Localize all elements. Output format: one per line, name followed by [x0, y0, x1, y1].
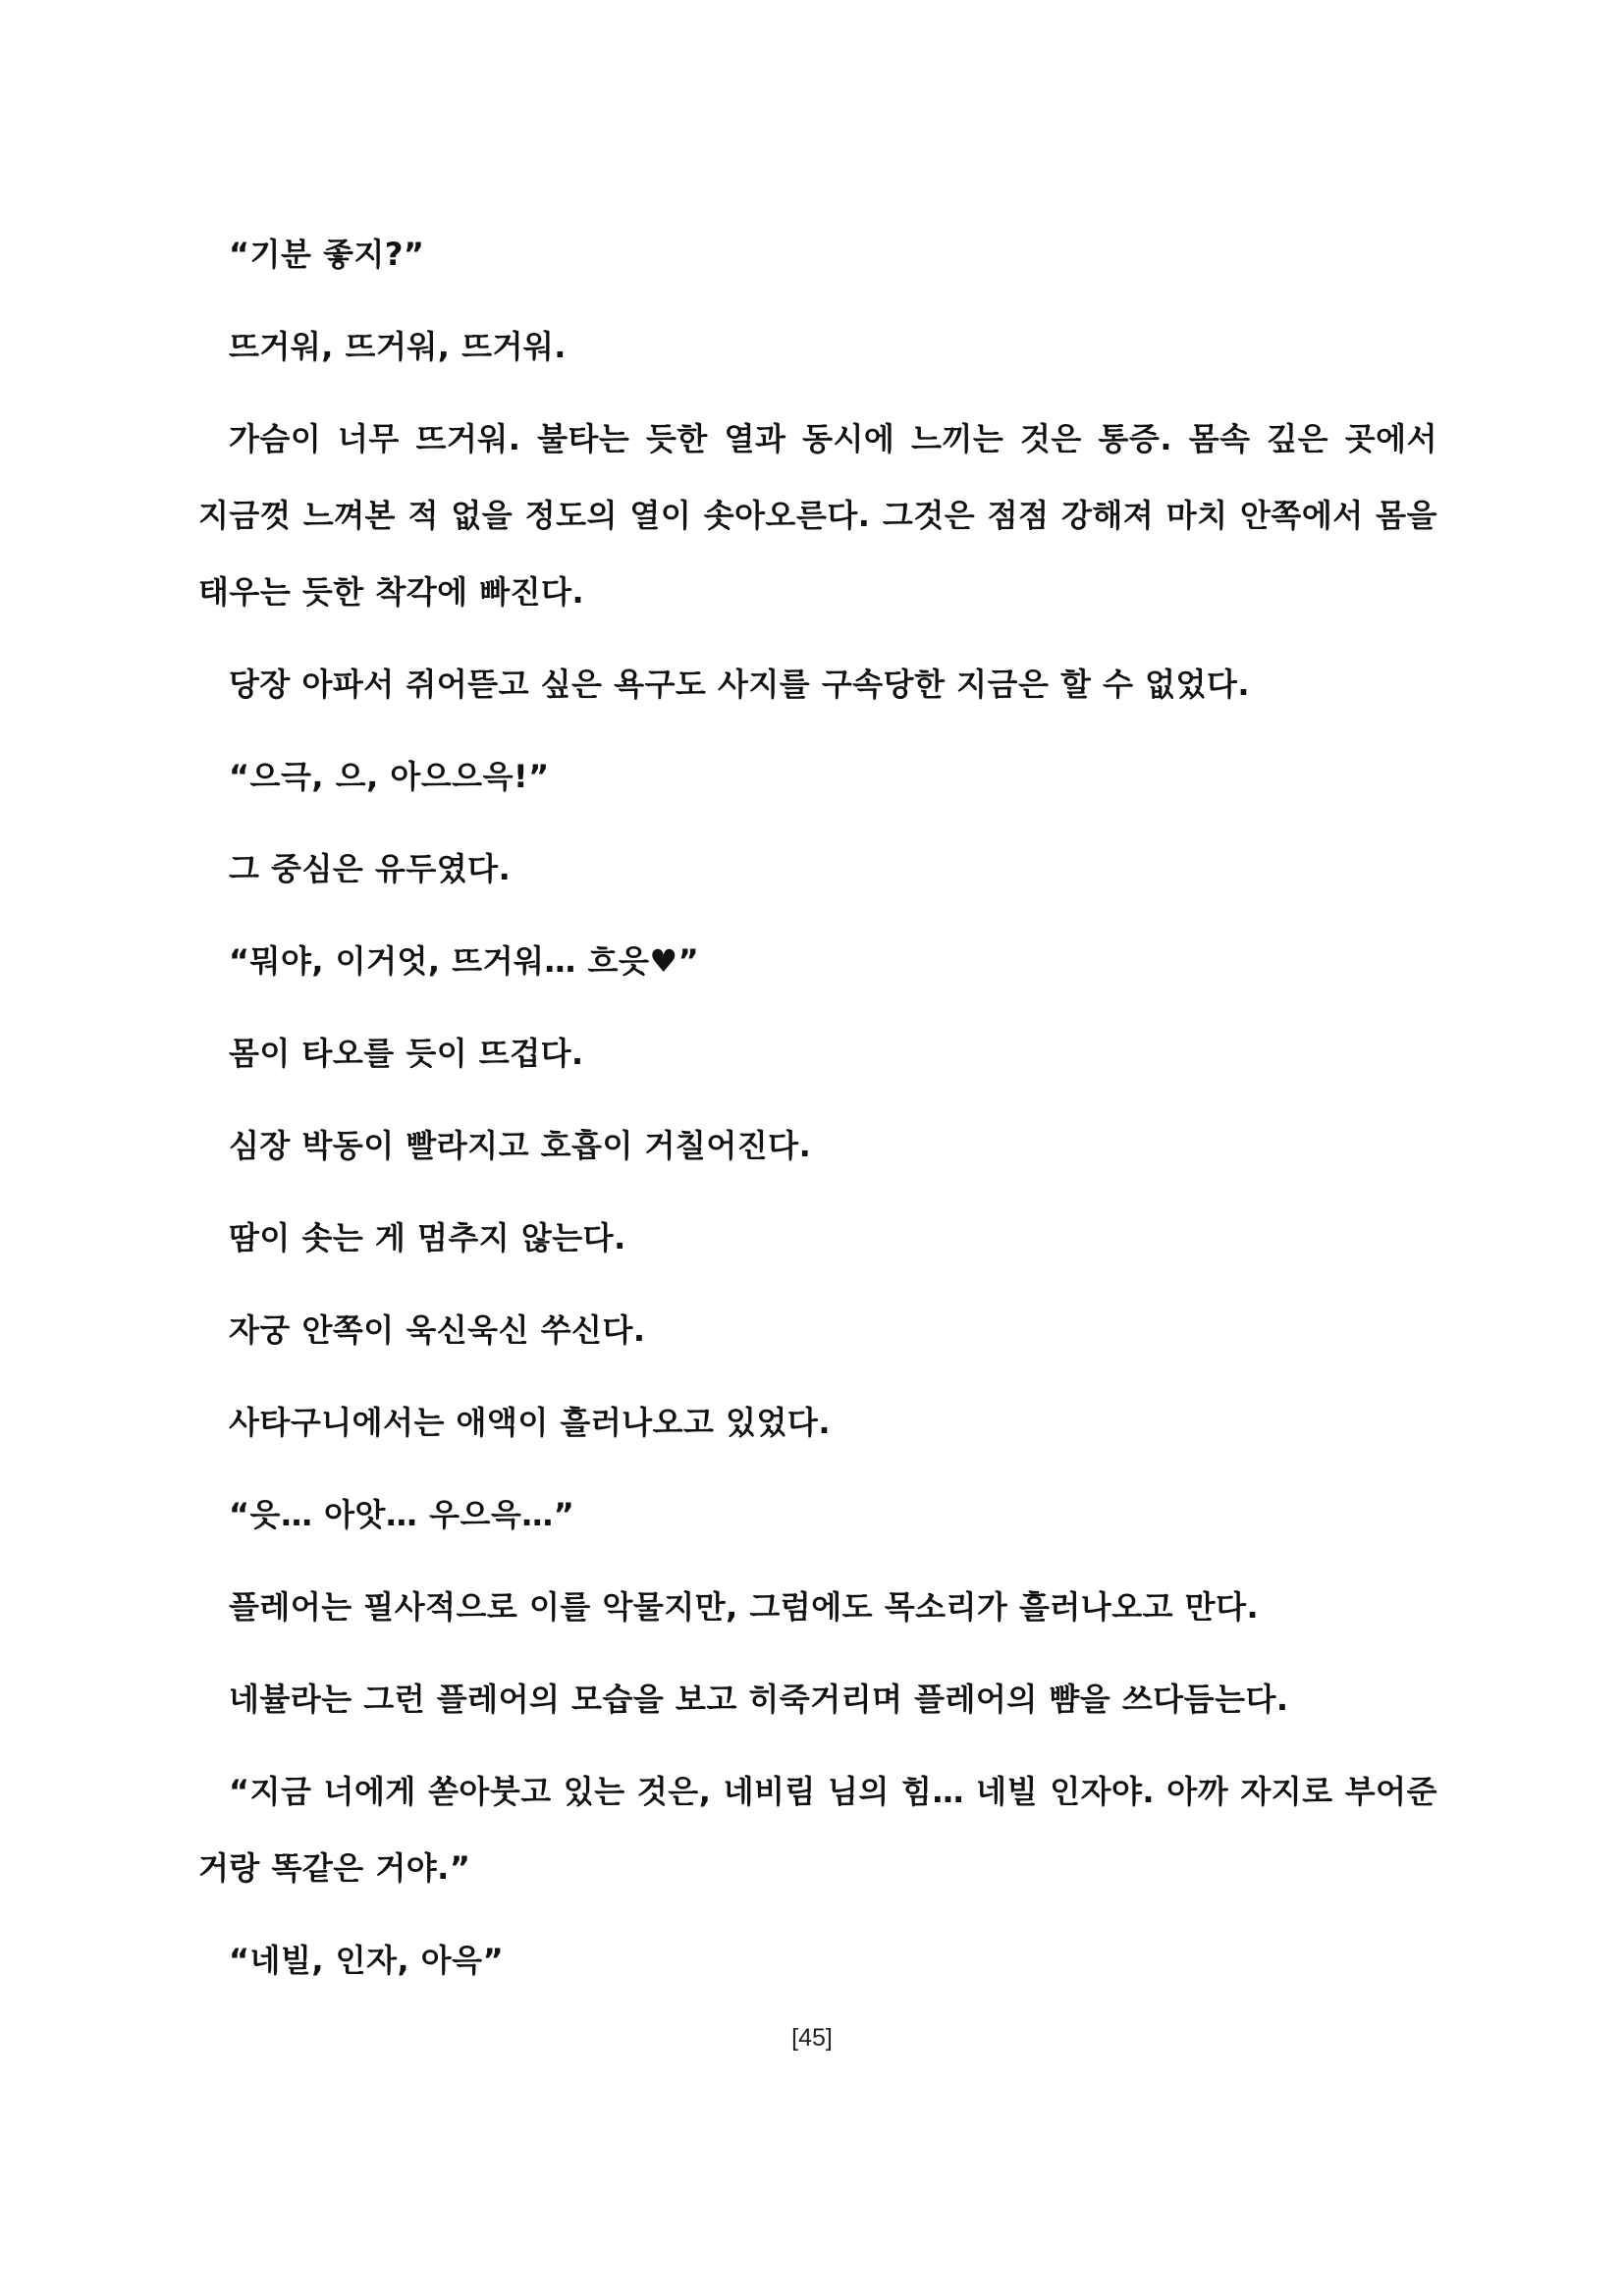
paragraph: 뜨거워, 뜨거워, 뜨거워. — [229, 328, 567, 365]
paragraph: 몸이 타오를 듯이 뜨겁다. — [229, 1035, 584, 1072]
paragraph: 땀이 솟는 게 멈추지 않는다. — [229, 1219, 626, 1256]
paragraph: “기분 좋지?” — [229, 236, 425, 273]
page-number: [45] — [791, 2024, 833, 2052]
paragraph: 당장 아파서 쥐어뜯고 싶은 욕구도 사지를 구속당한 지금은 할 수 없었다. — [229, 666, 1251, 703]
paragraph: 가슴이 너무 뜨거워. 불타는 듯한 열과 동시에 느끼는 것은 통증. 몸속 깊은 곳에서 지금껏 느껴본 적 없을 정도의 열이 솟아오른다. 그것은 점점 강해져 마치 안쪽에서 몸을 태우는 듯한 착각에 빠진다. — [198, 420, 1437, 611]
paragraph: 심장 박동이 빨라지고 호흡이 거칠어진다. — [229, 1127, 812, 1164]
body-text — [198, 216, 1437, 1999]
paragraph: 그 중심은 유두였다. — [229, 850, 512, 887]
paragraph: 네뷸라는 그런 플레어의 모습을 보고 히죽거리며 플레어의 뺨을 쓰다듬는다. — [229, 1681, 1289, 1718]
paragraph: 플레어는 필사적으로 이를 악물지만, 그럼에도 목소리가 흘러나오고 만다. — [229, 1588, 1260, 1626]
paragraph: 자궁 안쪽이 욱신욱신 쑤신다. — [229, 1311, 646, 1349]
paragraph: “으극, 으, 아으으윽!” — [229, 758, 550, 795]
paragraph: “지금 너에게 쏟아붓고 있는 것은, 네비림 님의 힘… 네빌 인자야. 아까 자지로 부어준 거랑 똑같은 거야.” — [198, 1773, 1437, 1887]
paragraph: “뭐야, 이거엇, 뜨거워… 흐읏♥” — [229, 942, 700, 980]
paragraph: 사타구니에서는 애액이 흘러나오고 있었다. — [229, 1404, 831, 1441]
paragraph: “네빌, 인자, 아윽” — [229, 1942, 505, 1979]
paragraph: “읏… 아앗… 우으윽…” — [229, 1496, 575, 1533]
